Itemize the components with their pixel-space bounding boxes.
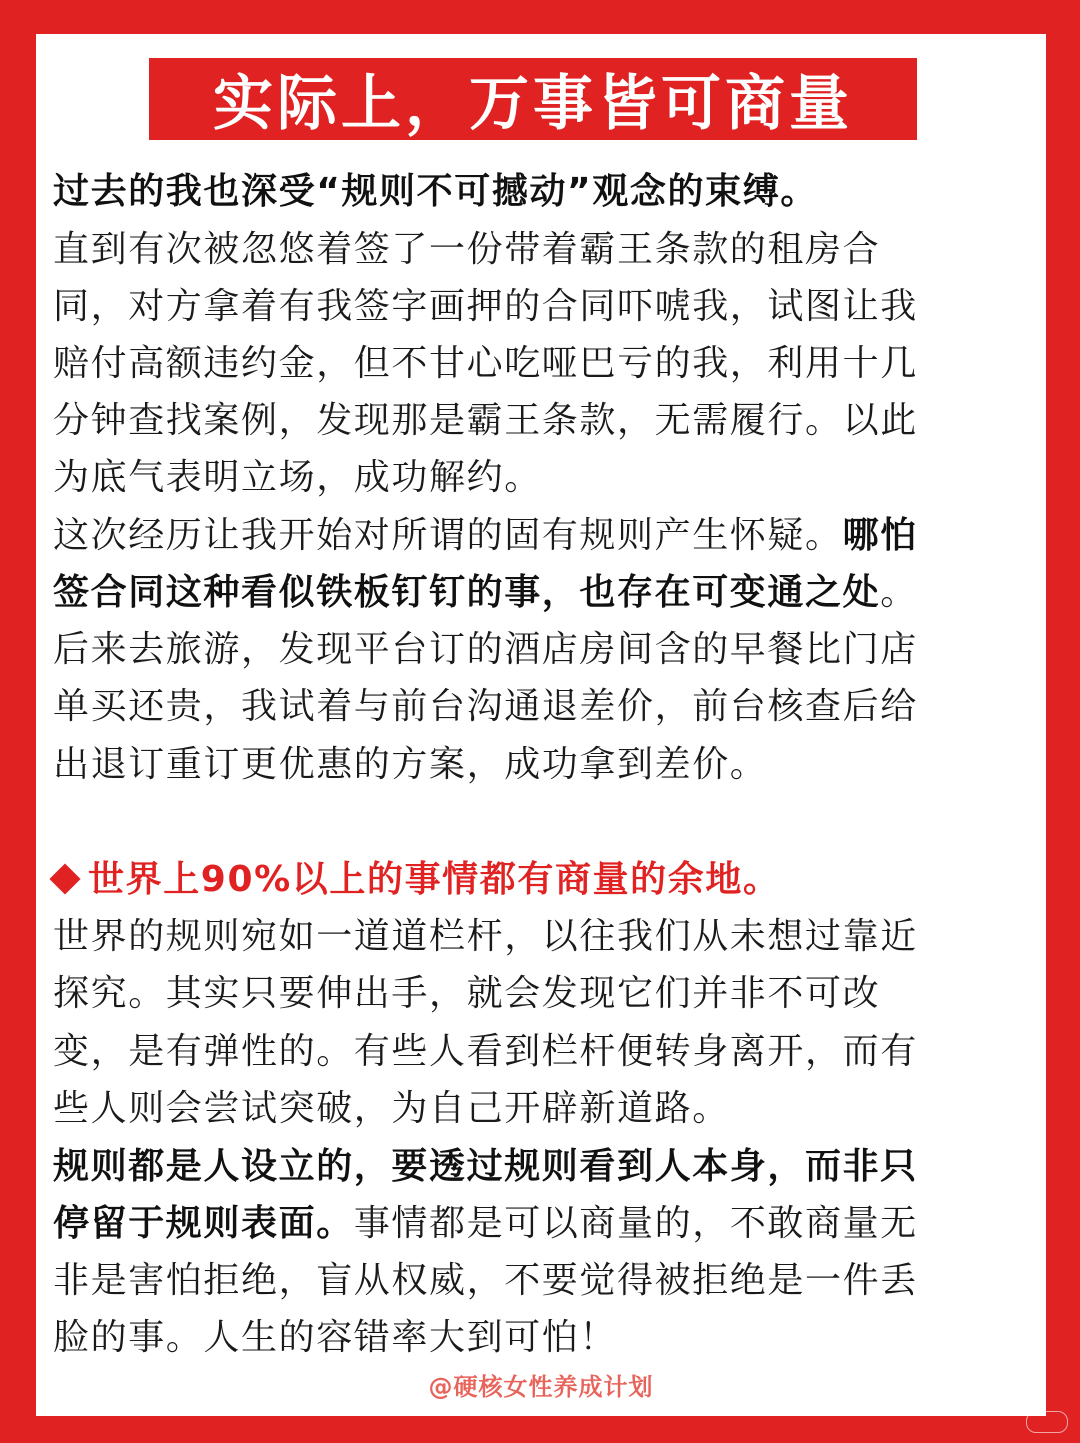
para1-line-2: 直到有次被忽悠着签了一份带着霸王条款的租房合: [53, 229, 881, 270]
para1-line-5: 分钟查找案例，发现那是霸王条款，无需履行。以此: [53, 400, 918, 441]
section2-line-7: 非是害怕拒绝，盲从权威，不要觉得被拒绝是一件丢: [53, 1260, 918, 1301]
section2-line-5: 规则都是人设立的，要透过规则看到人本身，而非只: [53, 1146, 918, 1187]
title-banner: [149, 58, 917, 140]
page-title: 实际上，万事皆可商量: [213, 69, 853, 139]
section2-line-8: 脸的事。人生的容错率大到可怕！: [53, 1317, 618, 1358]
section2-line-4: 些人则会尝试突破，为自己开辟新道路。: [53, 1088, 730, 1129]
para2-line-2-end: 。: [880, 572, 918, 613]
diamond-bullet-icon: [49, 863, 80, 894]
section2-line-2: 探究。其实只要伸出手，就会发现它们并非不可改: [53, 973, 881, 1014]
section2-heading-text: 世界上90%以上的事情都有商量的余地。: [88, 859, 781, 900]
para2-line-5: 出退订重订更优惠的方案，成功拿到差价。: [53, 744, 768, 785]
para2-line-3: 后来去旅游，发现平台订的酒店房间含的早餐比门店: [53, 629, 918, 670]
para1-line-3: 同，对方拿着有我签字画押的合同吓唬我，试图让我: [53, 286, 918, 327]
section2-line-6: [53, 1196, 1033, 1252]
para2-line-1-bold: 哪怕: [842, 515, 918, 556]
para1-line-6: 为底气表明立场，成功解约。: [53, 457, 542, 498]
para2-line-1: [53, 508, 1033, 564]
para2-line-2: [53, 565, 1033, 621]
author-watermark: @硬核女性养成计划: [428, 1373, 654, 1401]
section2-heading: [46, 852, 1026, 908]
content-card: [36, 34, 1046, 1416]
para1-line-4: 赔付高额违约金，但不甘心吃哑巴亏的我，利用十几: [53, 343, 918, 384]
section2-line-6-normal: 事情都是可以商量的，不敢商量无: [353, 1203, 918, 1244]
para2-line-1-normal: 这次经历让我开始对所谓的固有规则产生怀疑。: [53, 515, 843, 556]
para2-line-2-bold: 签合同这种看似铁板钉钉的事，也存在可变通之处: [53, 572, 881, 613]
para1-line-1: 过去的我也深受“规则不可撼动”观念的束缚。: [53, 171, 818, 212]
section2-line-3: 变，是有弹性的。有些人看到栏杆便转身离开，而有: [53, 1031, 918, 1072]
platform-logo-icon: [1026, 1411, 1068, 1433]
section2-line-6-bold: 停留于规则表面。: [53, 1203, 354, 1244]
section2-line-1: 世界的规则宛如一道道栏杆，以往我们从未想过靠近: [53, 916, 918, 957]
para2-line-4: 单买还贵，我试着与前台沟通退差价，前台核查后给: [53, 686, 918, 727]
